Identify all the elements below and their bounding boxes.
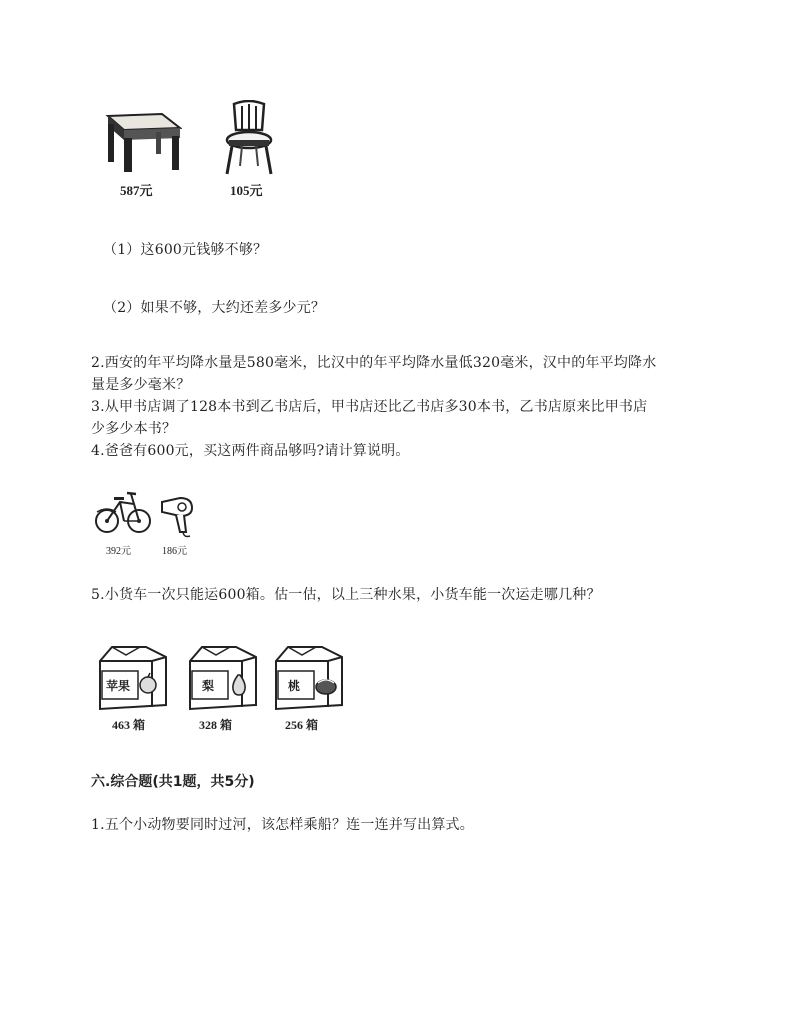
box-label-apple: 苹果 [106, 679, 131, 693]
table-icon [100, 110, 182, 176]
box-peach-icon [272, 643, 346, 713]
chair-icon [222, 100, 276, 176]
table-price: 587元 [120, 183, 153, 198]
question-3-line-2: 少多少本书？ [91, 421, 177, 437]
hair-dryer-image [160, 494, 196, 540]
fruit-box-apple [96, 643, 170, 713]
apple-icon [140, 677, 156, 693]
fruit-box-peach [272, 643, 346, 713]
box-label-pear: 梨 [202, 679, 215, 693]
question-5: 5.小货车一次只能运600箱。估一估，以上三种水果，小货车能一次运走哪几种？ [91, 587, 601, 603]
bike-price: 392元 [106, 546, 131, 557]
bicycle-image [94, 488, 152, 536]
question-2-line-1: 2.西安的年平均降水量是580毫米，比汉中的年平均降水量低320毫米，汉中的年平均降水 [91, 355, 657, 371]
dryer-price: 186元 [162, 546, 187, 557]
section-6-heading: 六.综合题(共1题，共5分) [91, 774, 255, 790]
chair-price: 105元 [230, 183, 263, 198]
hair-dryer-icon [160, 494, 196, 540]
question-4: 4.爸爸有600元，买这两件商品够吗?请计算说明。 [91, 443, 410, 459]
sub-question-2: （2）如果不够，大约还差多少元？ [103, 300, 326, 316]
question-3-line-1: 3.从甲书店调了128本书到乙书店后，甲书店还比乙书店多30本书，乙书店原来比甲书店 [91, 399, 648, 415]
question-2-line-2: 量是多少毫米？ [91, 377, 191, 393]
sub-question-1: （1）这600元钱够不够？ [103, 242, 268, 258]
box-count-pear: 328 箱 [199, 718, 233, 732]
section-6-question-1: 1.五个小动物要同时过河，该怎样乘船？连一连并写出算式。 [91, 817, 474, 833]
box-pear-icon [186, 643, 260, 713]
box-count-apple: 463 箱 [112, 718, 146, 732]
chair-image [222, 100, 276, 176]
fruit-box-pear [186, 643, 260, 713]
box-count-peach: 256 箱 [285, 718, 319, 732]
box-label-peach: 桃 [288, 679, 301, 693]
bicycle-icon [94, 488, 152, 536]
table-image [100, 110, 182, 176]
